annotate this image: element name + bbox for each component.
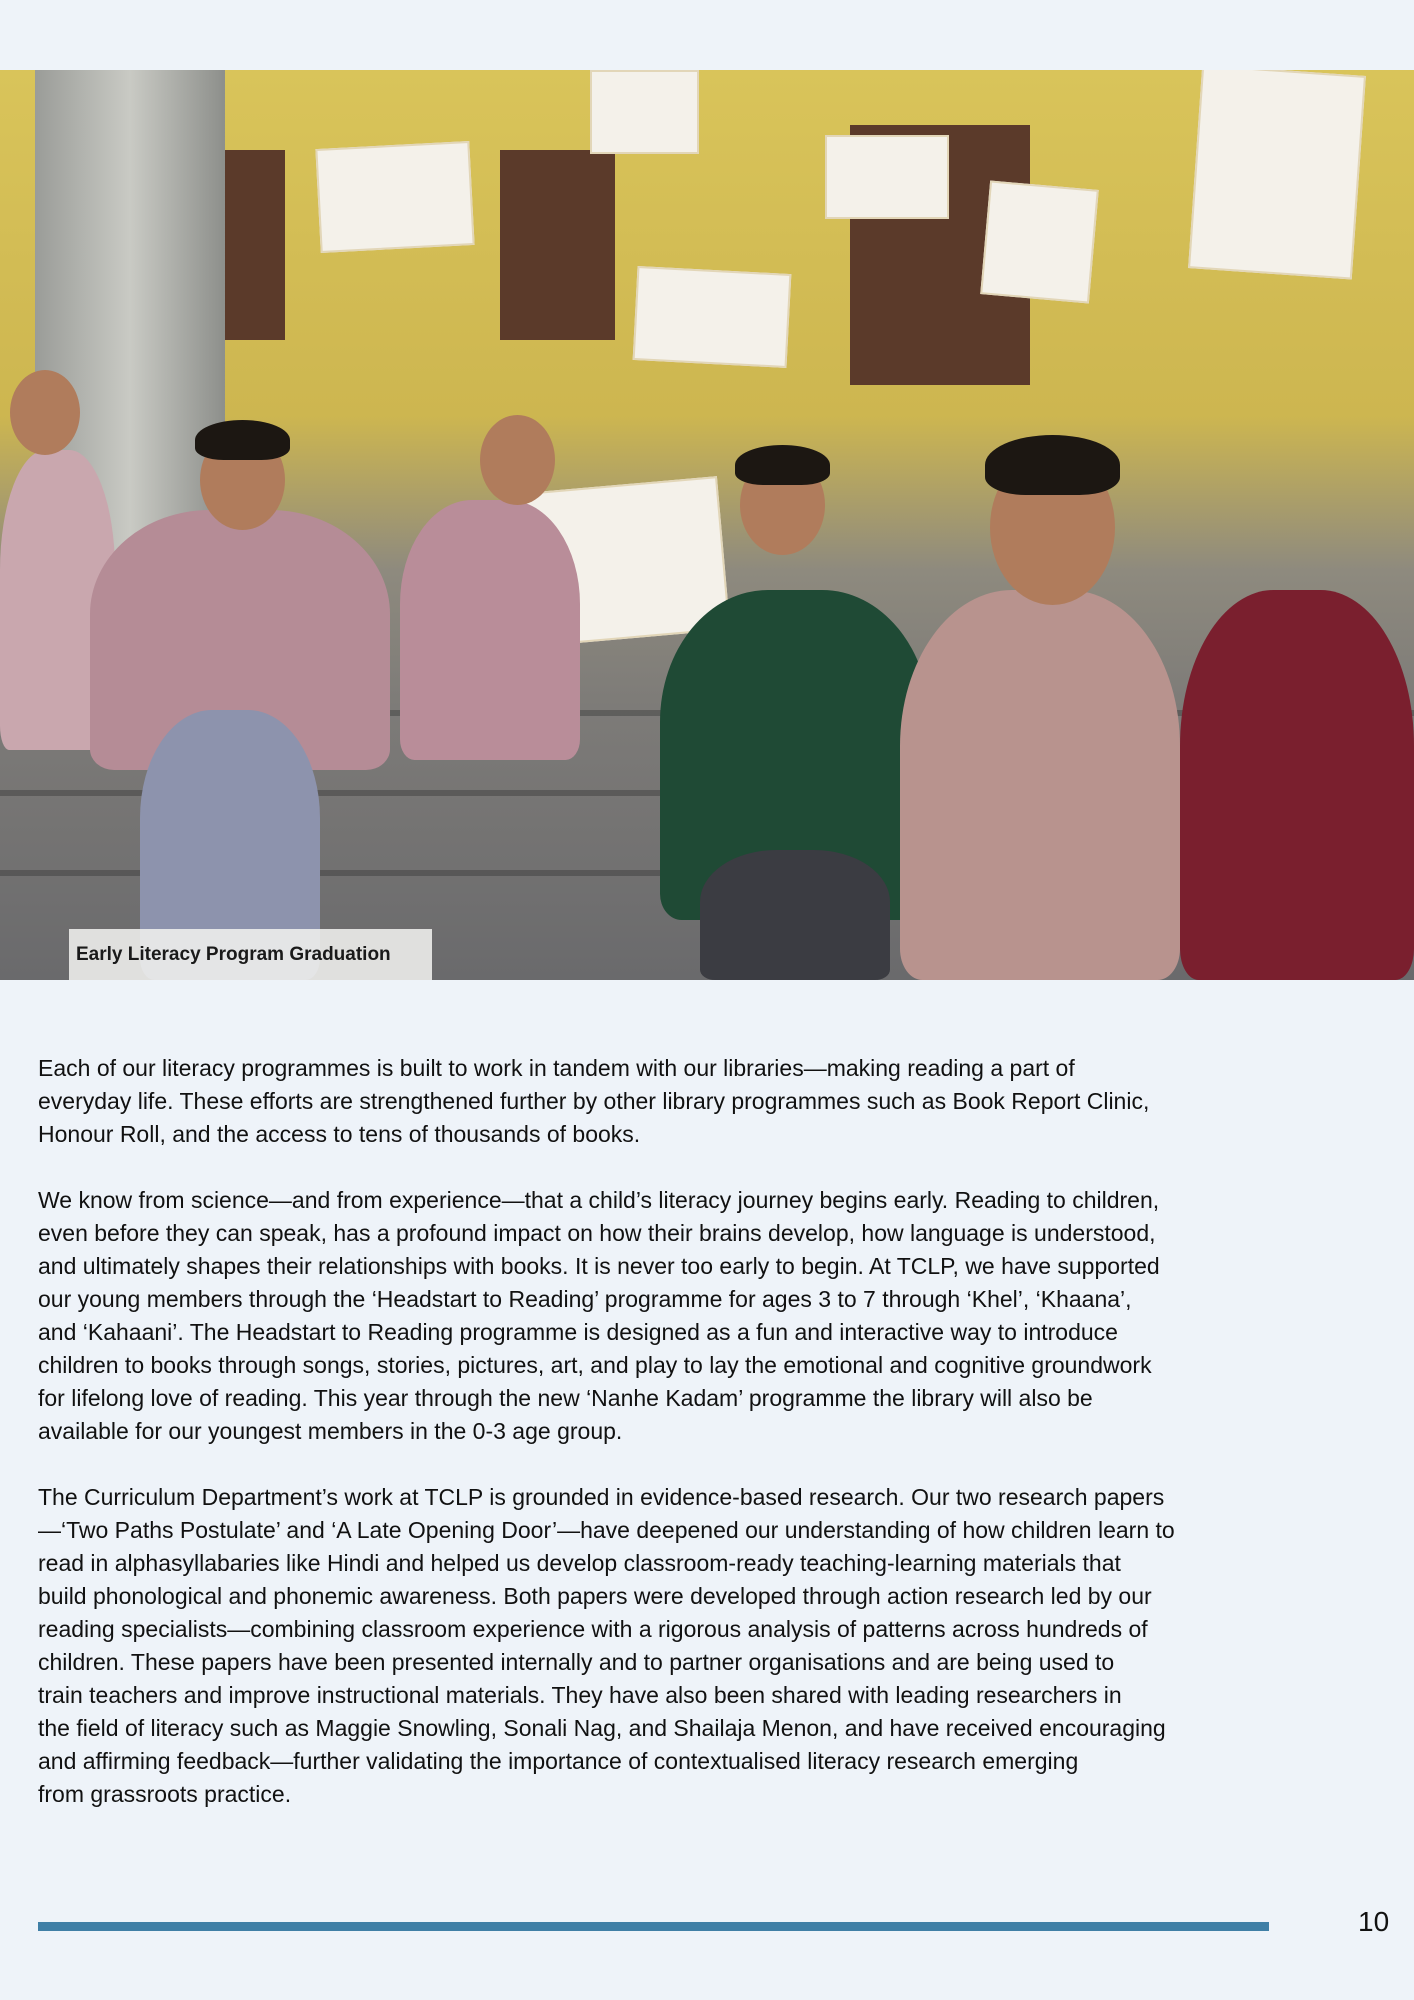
certificate (1188, 70, 1366, 279)
certificate (590, 70, 699, 154)
child-hair (195, 420, 290, 460)
footer-accent-bar (38, 1922, 1269, 1931)
child (900, 590, 1180, 980)
text-line: build phonological and phonemic awareness. Both papers were developed through action research led by our (38, 1583, 1152, 1609)
text-line: Honour Roll, and the access to tens of thousands of books. (38, 1121, 641, 1147)
child-head (480, 415, 555, 505)
child (400, 500, 580, 760)
text-line: for lifelong love of reading. This year through the new ‘Nanhe Kadam’ programme the library will also be (38, 1385, 1093, 1411)
text-line: children. These papers have been presented internally and to partner organisations and are being used to (38, 1649, 1115, 1675)
window (225, 150, 285, 340)
child (700, 850, 890, 980)
body-text (38, 1052, 1378, 1844)
text-line: —‘Two Paths Postulate’ and ‘A Late Opening Door’—have deepened our understanding of how children learn to (38, 1517, 1175, 1543)
paragraph (38, 1052, 1378, 1151)
text-line: train teachers and improve instructional materials. They have also been shared with leading researchers in (38, 1682, 1122, 1708)
text-line: and ‘Kahaani’. The Headstart to Reading programme is designed as a fun and interactive way to introduce (38, 1319, 1118, 1345)
child-hair (735, 445, 830, 485)
child (1180, 590, 1414, 980)
text-line: from grassroots practice. (38, 1781, 292, 1807)
text-line: Each of our literacy programmes is built to work in tandem with our libraries—making reading a part of (38, 1055, 1075, 1081)
text-line: read in alphasyllabaries like Hindi and helped us develop classroom-ready teaching-learning materials that (38, 1550, 1121, 1576)
photo-caption: Early Literacy Program Graduation (69, 929, 432, 980)
text-line: the field of literacy such as Maggie Snowling, Sonali Nag, and Shailaja Menon, and have received encouraging (38, 1715, 1166, 1741)
text-line: reading specialists—combining classroom experience with a rigorous analysis of patterns across hundreds of (38, 1616, 1148, 1642)
window (500, 150, 615, 340)
certificate (825, 135, 949, 219)
text-line: We know from science—and from experience—that a child’s literacy journey begins early. Reading to children, (38, 1187, 1160, 1213)
text-line: children to books through songs, stories, pictures, art, and play to lay the emotional and cognitive groundwork (38, 1352, 1152, 1378)
paragraph (38, 1481, 1378, 1811)
certificate (633, 266, 792, 368)
paragraph (38, 1184, 1378, 1448)
certificate (315, 141, 474, 253)
child-head (10, 370, 80, 455)
text-line: everyday life. These efforts are strengthened further by other library programmes such as Book Report Clinic, (38, 1088, 1150, 1114)
page-number: 10 (1358, 1906, 1390, 1937)
text-line: even before they can speak, has a profound impact on how their brains develop, how language is understood, (38, 1220, 1156, 1246)
text-line: and ultimately shapes their relationships with books. It is never too early to begin. At TCLP, we have supported (38, 1253, 1160, 1279)
certificate (980, 180, 1099, 303)
graduation-photo (0, 70, 1414, 980)
text-line: available for our youngest members in the 0-3 age group. (38, 1418, 623, 1444)
child-hair (985, 435, 1120, 495)
text-line: our young members through the ‘Headstart to Reading’ programme for ages 3 to 7 through ‘Khel’, ‘Khaana’, (38, 1286, 1132, 1312)
text-line: The Curriculum Department’s work at TCLP is grounded in evidence-based research. Our two research papers (38, 1484, 1165, 1510)
text-line: and affirming feedback—further validating the importance of contextualised literacy research emerging (38, 1748, 1079, 1774)
